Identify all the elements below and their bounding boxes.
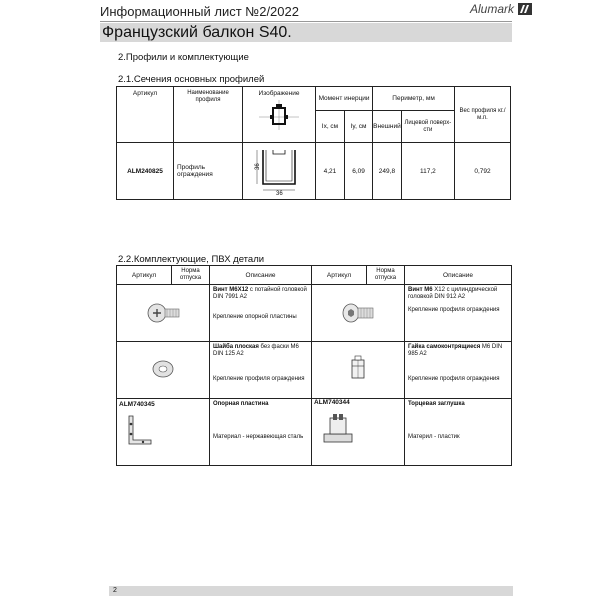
part-title-rest: без фаски М6 DIN 125 A2 [213,344,299,357]
table-row [117,342,512,399]
part-title [213,401,308,408]
part-title [408,287,508,301]
image-header-label: Изображение [258,90,300,97]
section-heading-2-1: 2.1.Сечения основных профилей [118,74,265,85]
profile-drawing-cell [243,143,316,200]
col-header-iy: Iy, см [344,111,372,143]
profile-weight: 0,792 [455,143,511,200]
part-image-cell [117,342,210,399]
end-cap-icon [318,410,358,450]
part-title-rest: с потайной головкой DIN 7991 A2 [213,287,307,300]
profile-height-dimension: 36 [255,163,261,170]
part-title [213,344,308,358]
brand-logo [470,2,532,16]
part-article: ALM740345 [119,401,155,408]
col-header-moment: Момент инерции [316,87,373,111]
profile-iy: 6,09 [344,143,372,200]
logo-mark-icon [518,3,532,15]
part-description [405,399,512,466]
part-description [405,285,512,342]
parts-header-article-2: Артикул [312,266,367,285]
part-note: Материал - нержавеющая сталь [213,434,304,440]
section-heading-2: 2.Профили и комплектующие [118,52,249,63]
part-description [210,399,312,466]
part-description [210,342,312,399]
part-title [408,401,508,408]
table-row [117,143,511,200]
parts-table [116,265,512,466]
part-title-bold: Винт М6Х12 [213,287,249,293]
part-image-cell [117,399,210,466]
part-image-cell [312,399,405,466]
part-note: Крепление профиля ограждения [408,307,500,313]
profile-article: ALM240825 [117,143,174,200]
part-title-bold: Гайка самоконтрящиеся [408,344,481,350]
part-note: Материл - пластик [408,434,460,440]
profile-width-dimension: 36 [276,191,283,196]
col-header-face: Лицевой поверх-сти [401,111,454,143]
col-header-image [243,87,316,143]
table-row [117,399,512,466]
socket-screw-icon [338,297,378,327]
profile-outer: 249,8 [373,143,402,200]
footer-band [109,586,513,596]
part-image-cell [117,285,210,342]
lock-nut-icon [338,354,378,384]
countersunk-screw-icon [143,297,183,327]
parts-header-article: Артикул [117,266,172,285]
col-header-perimeter: Периметр, мм [373,87,455,111]
part-note: Крепление профиля ограждения [408,376,500,382]
profile-face: 117,2 [401,143,454,200]
part-image-cell [312,342,405,399]
col-header-article: Артикул [117,87,174,143]
col-header-ix: Ix, см [316,111,345,143]
part-title [213,287,308,301]
parts-header-norm: Норма отпуска [172,266,210,285]
page-title: Французский балкон S40. [102,24,292,41]
parts-header-desc: Описание [210,266,312,285]
parts-header-desc-2: Описание [405,266,512,285]
part-title-rest: М6 DIN 985 A2 [408,344,503,357]
document-header-title: Информационный лист №2/2022 [100,4,299,19]
col-header-name: Наименование профиля [174,87,243,143]
part-title-bold: Торцевая заглушка [408,401,465,407]
part-note: Крепление опорной пластины [213,314,297,320]
support-plate-icon [121,412,161,452]
col-header-weight: Вес профиля кг./ м.п. [455,87,511,143]
profile-ix: 4,21 [316,143,345,200]
washer-icon [143,354,183,384]
part-title [408,344,508,358]
section-heading-2-2: 2.2.Комплектующие, ПВХ детали [118,254,265,265]
part-title-rest: Х12 с цилиндрической головкой DIN 912 A2 [408,287,498,300]
logo-text: Alumark [470,2,515,16]
col-header-outer: Внешний [373,111,402,143]
part-description [405,342,512,399]
part-title-bold: Шайба плоская [213,344,259,350]
part-article: ALM740344 [314,399,350,406]
profile-section-icon [259,100,299,130]
header-rule [100,21,512,22]
part-note: Крепление профиля ограждения [213,376,305,382]
part-title-bold: Винт М6 [408,287,433,293]
profiles-table [116,86,511,200]
part-title-bold: Опорная пластина [213,401,269,407]
table-row [117,285,512,342]
profile-drawing-icon [247,144,311,196]
part-image-cell [312,285,405,342]
profile-name: Профиль ограждения [174,143,243,200]
part-description [210,285,312,342]
page-number: 2 [113,587,117,594]
parts-header-norm-2: Норма отпуска [367,266,405,285]
